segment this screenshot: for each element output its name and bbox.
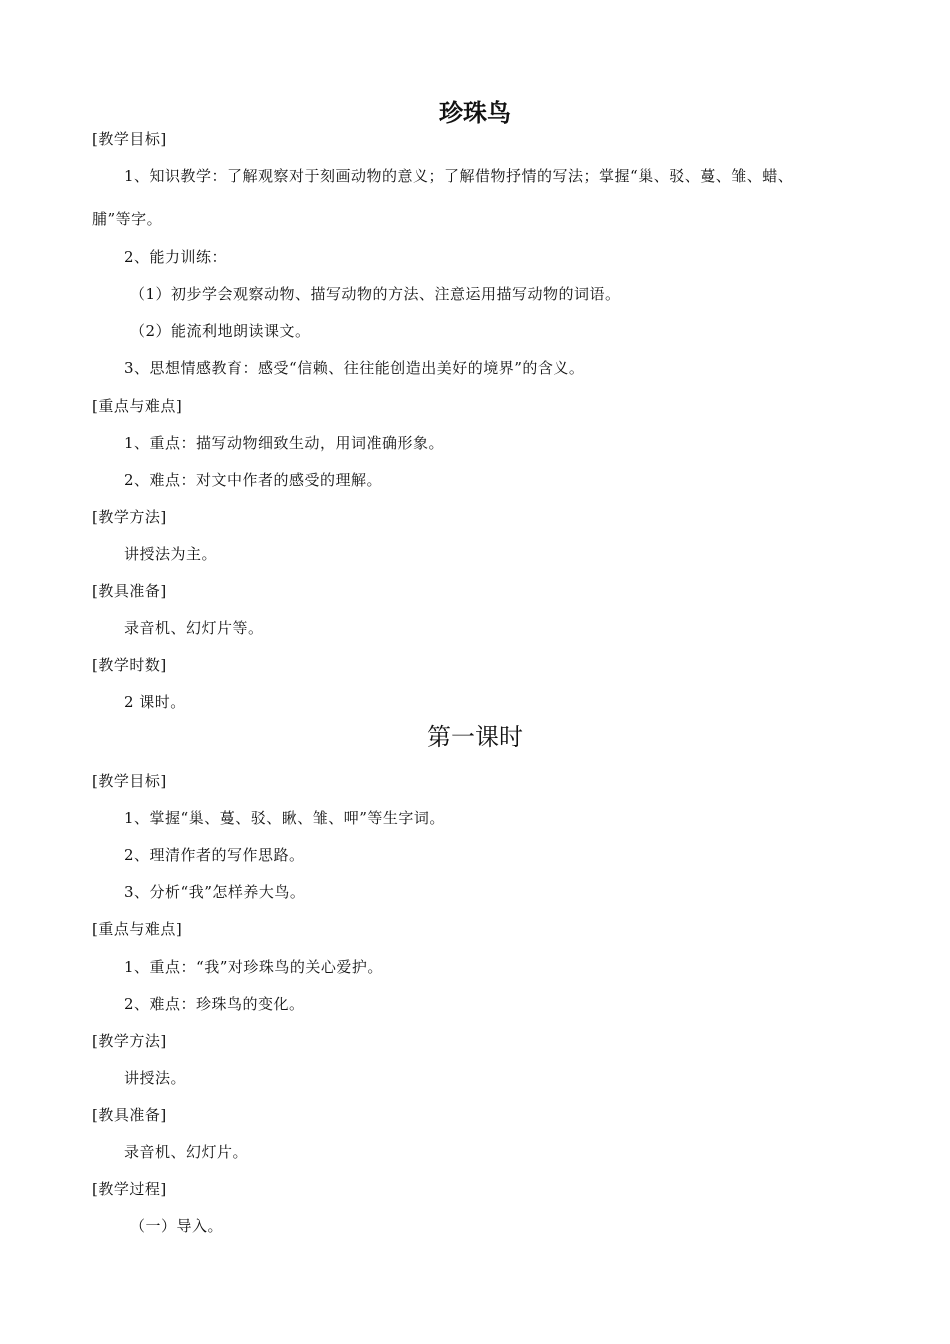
- key-point: 1、重点：描写动物细致生动，用词准确形象。: [124, 434, 445, 452]
- lesson1-heading-tools: [教具准备]: [92, 1106, 167, 1124]
- document-title: 珍珠鸟: [439, 99, 511, 127]
- lesson1-process-intro: （一）导入。: [130, 1217, 224, 1235]
- lesson1-difficult-point: 2、难点：珍珠鸟的变化。: [124, 995, 305, 1013]
- lesson1-key-point: 1、重点：“我”对珍珠鸟的关心爱护。: [124, 958, 383, 976]
- section-heading-method: [教学方法]: [92, 508, 167, 526]
- goal-ability-sub2: （2）能流利地朗读课文。: [130, 322, 311, 340]
- goal-knowledge-line2: 脯”等字。: [92, 210, 163, 228]
- lesson1-goal1: 1、掌握“巢、蔓、驳、瞅、雏、呷”等生字词。: [124, 809, 445, 827]
- section-heading-tools: [教具准备]: [92, 582, 167, 600]
- lesson1-heading-key-points: [重点与难点]: [92, 920, 183, 938]
- lesson1-goal3: 3、分析“我”怎样养大鸟。: [124, 883, 306, 901]
- lesson1-heading-process: [教学过程]: [92, 1180, 167, 1198]
- goal-emotion: 3、思想情感教育：感受“信赖、往往能创造出美好的境界”的含义。: [124, 359, 585, 377]
- hours-text: 2 课时。: [124, 693, 186, 711]
- section-heading-teaching-goals: [教学目标]: [92, 130, 167, 148]
- difficult-point: 2、难点：对文中作者的感受的理解。: [124, 471, 383, 489]
- lesson1-method-text: 讲授法。: [124, 1069, 187, 1087]
- section-heading-hours: [教学时数]: [92, 656, 167, 674]
- lesson1-goal2: 2、理清作者的写作思路。: [124, 846, 305, 864]
- method-text: 讲授法为主。: [124, 545, 218, 563]
- section-heading-key-points: [重点与难点]: [92, 397, 183, 415]
- goal-ability-sub1: （1）初步学会观察动物、描写动物的方法、注意运用描写动物的词语。: [130, 285, 621, 303]
- goal-ability: 2、能力训练：: [124, 248, 228, 266]
- lesson1-heading-goals: [教学目标]: [92, 772, 167, 790]
- lesson1-title: 第一课时: [427, 723, 523, 751]
- lesson1-heading-method: [教学方法]: [92, 1032, 167, 1050]
- lesson1-tools-text: 录音机、幻灯片。: [124, 1143, 249, 1161]
- tools-text: 录音机、幻灯片等。: [124, 619, 264, 637]
- goal-knowledge-line1: 1、知识教学：了解观察对于刻画动物的意义；了解借物抒情的写法；掌握“巢、驳、蔓、雏、蜡、: [124, 167, 794, 185]
